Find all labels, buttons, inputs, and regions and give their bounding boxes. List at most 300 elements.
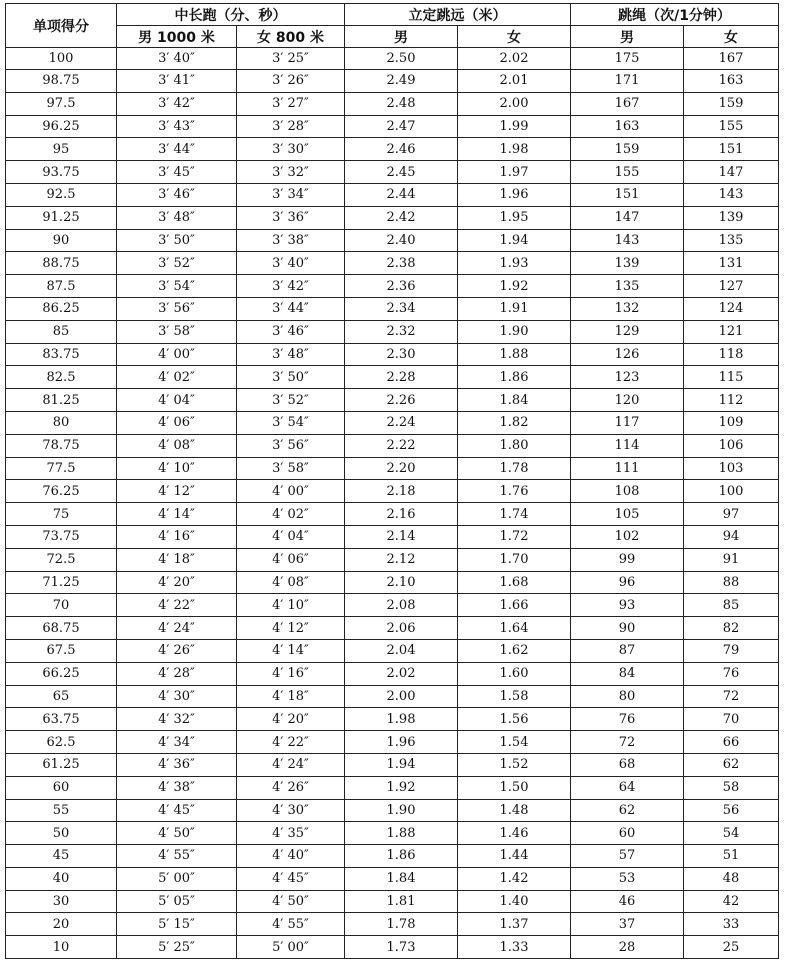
score-table [5,3,779,959]
female-jump-cell: 1.80 [458,434,571,457]
male-1000m-cell: 4′ 08″ [117,434,237,457]
score-cell: 87.5 [6,275,117,298]
female-800m-cell: 4′ 30″ [237,799,345,822]
table-row [6,890,779,913]
female-rope-cell: 97 [684,503,779,526]
male-jump-cell: 1.86 [345,845,458,868]
female-rope-cell: 48 [684,867,779,890]
female-jump-cell: 1.98 [458,138,571,161]
table-row [6,753,779,776]
male-jump-cell: 2.10 [345,571,458,594]
male-1000m-cell: 4′ 02″ [117,366,237,389]
male-rope-cell: 76 [571,708,684,731]
table-row [6,343,779,366]
score-cell: 66.25 [6,662,117,685]
male-1000m-cell: 3′ 40″ [117,48,237,70]
female-800m-cell: 4′ 18″ [237,685,345,708]
male-jump-cell: 2.49 [345,70,458,93]
score-cell: 85 [6,320,117,343]
score-cell: 67.5 [6,639,117,662]
score-cell: 76.25 [6,480,117,503]
female-rope-cell: 106 [684,434,779,457]
female-rope-cell: 94 [684,525,779,548]
male-rope-cell: 126 [571,343,684,366]
header-male-rope: 男 [571,26,684,48]
male-1000m-cell: 4′ 50″ [117,822,237,845]
female-rope-cell: 85 [684,594,779,617]
header-male-run: 男 1000 米 [117,26,237,48]
male-jump-cell: 1.98 [345,708,458,731]
female-jump-cell: 1.72 [458,525,571,548]
score-cell: 82.5 [6,366,117,389]
header-male-jump: 男 [345,26,458,48]
male-rope-cell: 147 [571,206,684,229]
male-1000m-cell: 5′ 00″ [117,867,237,890]
female-jump-cell: 1.95 [458,206,571,229]
female-800m-cell: 4′ 16″ [237,662,345,685]
score-cell: 96.25 [6,115,117,138]
female-jump-cell: 1.88 [458,343,571,366]
female-rope-cell: 109 [684,411,779,434]
male-rope-cell: 93 [571,594,684,617]
table-row [6,913,779,936]
male-rope-cell: 72 [571,731,684,754]
header-jump: 立定跳远（米） [345,4,571,26]
female-jump-cell: 1.70 [458,548,571,571]
table-row [6,594,779,617]
male-jump-cell: 2.32 [345,320,458,343]
male-1000m-cell: 4′ 38″ [117,776,237,799]
male-1000m-cell: 3′ 48″ [117,206,237,229]
male-1000m-cell: 4′ 28″ [117,662,237,685]
female-jump-cell: 1.74 [458,503,571,526]
table-row [6,275,779,298]
female-800m-cell: 3′ 44″ [237,297,345,320]
table-row [6,731,779,754]
header-female-run: 女 800 米 [237,26,345,48]
female-800m-cell: 3′ 58″ [237,457,345,480]
male-rope-cell: 129 [571,320,684,343]
score-cell: 60 [6,776,117,799]
male-1000m-cell: 4′ 06″ [117,411,237,434]
female-800m-cell: 4′ 24″ [237,753,345,776]
score-table-container [5,3,779,959]
male-jump-cell: 2.28 [345,366,458,389]
male-1000m-cell: 4′ 10″ [117,457,237,480]
header-run: 中长跑（分、秒） [117,4,345,26]
male-jump-cell: 2.24 [345,411,458,434]
female-rope-cell: 124 [684,297,779,320]
female-rope-cell: 58 [684,776,779,799]
table-row [6,92,779,115]
male-1000m-cell: 3′ 56″ [117,297,237,320]
header-rope: 跳绳（次/1分钟） [571,4,779,26]
male-1000m-cell: 4′ 24″ [117,617,237,640]
female-800m-cell: 3′ 46″ [237,320,345,343]
male-rope-cell: 64 [571,776,684,799]
score-cell: 50 [6,822,117,845]
male-rope-cell: 87 [571,639,684,662]
score-cell: 62.5 [6,731,117,754]
female-800m-cell: 3′ 40″ [237,252,345,275]
female-800m-cell: 4′ 22″ [237,731,345,754]
header-row-groups [6,4,779,26]
female-rope-cell: 131 [684,252,779,275]
male-rope-cell: 96 [571,571,684,594]
table-row [6,548,779,571]
male-rope-cell: 167 [571,92,684,115]
score-cell: 40 [6,867,117,890]
score-cell: 75 [6,503,117,526]
male-1000m-cell: 4′ 04″ [117,389,237,412]
table-row [6,115,779,138]
female-jump-cell: 1.48 [458,799,571,822]
score-cell: 98.75 [6,70,117,93]
female-800m-cell: 4′ 08″ [237,571,345,594]
table-row [6,183,779,206]
male-jump-cell: 2.18 [345,480,458,503]
female-jump-cell: 1.84 [458,389,571,412]
male-jump-cell: 1.73 [345,936,458,959]
female-jump-cell: 1.54 [458,731,571,754]
male-jump-cell: 2.34 [345,297,458,320]
female-rope-cell: 155 [684,115,779,138]
header-score: 单项得分 [6,4,117,48]
female-rope-cell: 147 [684,161,779,184]
female-rope-cell: 115 [684,366,779,389]
male-jump-cell: 2.44 [345,183,458,206]
female-jump-cell: 1.50 [458,776,571,799]
male-jump-cell: 1.84 [345,867,458,890]
female-800m-cell: 4′ 45″ [237,867,345,890]
male-jump-cell: 2.45 [345,161,458,184]
male-rope-cell: 123 [571,366,684,389]
header-row-genders [6,26,779,48]
score-cell: 86.25 [6,297,117,320]
table-row [6,617,779,640]
male-jump-cell: 1.92 [345,776,458,799]
female-jump-cell: 1.60 [458,662,571,685]
table-row [6,639,779,662]
male-rope-cell: 84 [571,662,684,685]
table-header [6,4,779,48]
male-1000m-cell: 4′ 20″ [117,571,237,594]
male-jump-cell: 1.81 [345,890,458,913]
table-row [6,525,779,548]
female-800m-cell: 3′ 32″ [237,161,345,184]
female-rope-cell: 151 [684,138,779,161]
female-rope-cell: 76 [684,662,779,685]
score-cell: 92.5 [6,183,117,206]
female-800m-cell: 3′ 42″ [237,275,345,298]
male-rope-cell: 111 [571,457,684,480]
score-cell: 55 [6,799,117,822]
table-row [6,411,779,434]
male-1000m-cell: 4′ 36″ [117,753,237,776]
female-jump-cell: 1.97 [458,161,571,184]
table-row [6,685,779,708]
male-rope-cell: 37 [571,913,684,936]
male-rope-cell: 57 [571,845,684,868]
female-jump-cell: 1.93 [458,252,571,275]
score-cell: 10 [6,936,117,959]
female-jump-cell: 1.46 [458,822,571,845]
score-cell: 63.75 [6,708,117,731]
male-jump-cell: 2.08 [345,594,458,617]
female-800m-cell: 3′ 48″ [237,343,345,366]
female-jump-cell: 1.91 [458,297,571,320]
female-jump-cell: 1.99 [458,115,571,138]
female-rope-cell: 139 [684,206,779,229]
male-jump-cell: 2.12 [345,548,458,571]
score-cell: 61.25 [6,753,117,776]
male-1000m-cell: 4′ 12″ [117,480,237,503]
table-row [6,480,779,503]
male-1000m-cell: 3′ 42″ [117,92,237,115]
score-cell: 73.75 [6,525,117,548]
score-cell: 45 [6,845,117,868]
male-rope-cell: 99 [571,548,684,571]
female-jump-cell: 1.94 [458,229,571,252]
female-jump-cell: 1.66 [458,594,571,617]
male-jump-cell: 2.14 [345,525,458,548]
female-jump-cell: 1.82 [458,411,571,434]
female-jump-cell: 1.42 [458,867,571,890]
male-jump-cell: 2.46 [345,138,458,161]
female-jump-cell: 1.52 [458,753,571,776]
male-rope-cell: 143 [571,229,684,252]
male-1000m-cell: 5′ 25″ [117,936,237,959]
female-jump-cell: 1.86 [458,366,571,389]
table-row [6,70,779,93]
score-cell: 72.5 [6,548,117,571]
score-cell: 97.5 [6,92,117,115]
table-row [6,503,779,526]
male-1000m-cell: 4′ 22″ [117,594,237,617]
female-800m-cell: 3′ 52″ [237,389,345,412]
male-jump-cell: 2.36 [345,275,458,298]
score-cell: 78.75 [6,434,117,457]
score-cell: 100 [6,48,117,70]
female-800m-cell: 3′ 54″ [237,411,345,434]
female-rope-cell: 167 [684,48,779,70]
female-jump-cell: 1.78 [458,457,571,480]
female-800m-cell: 3′ 30″ [237,138,345,161]
male-rope-cell: 159 [571,138,684,161]
male-1000m-cell: 5′ 05″ [117,890,237,913]
male-rope-cell: 120 [571,389,684,412]
male-rope-cell: 62 [571,799,684,822]
male-rope-cell: 175 [571,48,684,70]
score-cell: 20 [6,913,117,936]
female-rope-cell: 79 [684,639,779,662]
female-800m-cell: 3′ 56″ [237,434,345,457]
male-1000m-cell: 4′ 34″ [117,731,237,754]
female-rope-cell: 103 [684,457,779,480]
female-rope-cell: 54 [684,822,779,845]
score-cell: 91.25 [6,206,117,229]
female-800m-cell: 4′ 50″ [237,890,345,913]
female-rope-cell: 121 [684,320,779,343]
score-cell: 70 [6,594,117,617]
female-rope-cell: 62 [684,753,779,776]
male-rope-cell: 163 [571,115,684,138]
male-jump-cell: 1.96 [345,731,458,754]
table-row [6,366,779,389]
male-1000m-cell: 4′ 30″ [117,685,237,708]
male-rope-cell: 151 [571,183,684,206]
male-1000m-cell: 3′ 46″ [117,183,237,206]
female-800m-cell: 4′ 14″ [237,639,345,662]
female-800m-cell: 4′ 00″ [237,480,345,503]
female-800m-cell: 5′ 00″ [237,936,345,959]
male-rope-cell: 117 [571,411,684,434]
table-row [6,138,779,161]
score-cell: 68.75 [6,617,117,640]
female-rope-cell: 100 [684,480,779,503]
male-1000m-cell: 4′ 14″ [117,503,237,526]
male-1000m-cell: 4′ 32″ [117,708,237,731]
female-800m-cell: 3′ 50″ [237,366,345,389]
male-jump-cell: 2.40 [345,229,458,252]
female-rope-cell: 25 [684,936,779,959]
table-row [6,252,779,275]
male-jump-cell: 2.30 [345,343,458,366]
header-female-rope: 女 [684,26,779,48]
female-rope-cell: 159 [684,92,779,115]
male-rope-cell: 60 [571,822,684,845]
female-rope-cell: 70 [684,708,779,731]
table-row [6,662,779,685]
table-row [6,457,779,480]
female-rope-cell: 112 [684,389,779,412]
score-cell: 93.75 [6,161,117,184]
female-800m-cell: 4′ 12″ [237,617,345,640]
male-1000m-cell: 3′ 54″ [117,275,237,298]
header-female-jump: 女 [458,26,571,48]
table-row [6,799,779,822]
male-1000m-cell: 3′ 50″ [117,229,237,252]
male-1000m-cell: 4′ 26″ [117,639,237,662]
male-rope-cell: 102 [571,525,684,548]
female-jump-cell: 1.92 [458,275,571,298]
female-800m-cell: 4′ 40″ [237,845,345,868]
table-row [6,206,779,229]
female-jump-cell: 1.90 [458,320,571,343]
score-cell: 71.25 [6,571,117,594]
female-rope-cell: 127 [684,275,779,298]
male-jump-cell: 2.42 [345,206,458,229]
male-jump-cell: 1.88 [345,822,458,845]
score-cell: 65 [6,685,117,708]
score-cell: 90 [6,229,117,252]
female-800m-cell: 4′ 04″ [237,525,345,548]
male-1000m-cell: 3′ 52″ [117,252,237,275]
table-row [6,708,779,731]
score-cell: 95 [6,138,117,161]
female-jump-cell: 2.02 [458,48,571,70]
male-1000m-cell: 5′ 15″ [117,913,237,936]
female-rope-cell: 143 [684,183,779,206]
male-jump-cell: 2.22 [345,434,458,457]
female-800m-cell: 4′ 55″ [237,913,345,936]
male-1000m-cell: 4′ 55″ [117,845,237,868]
table-body [6,48,779,959]
female-jump-cell: 1.64 [458,617,571,640]
male-jump-cell: 2.06 [345,617,458,640]
table-row [6,776,779,799]
table-row [6,229,779,252]
table-row [6,320,779,343]
score-cell: 88.75 [6,252,117,275]
male-1000m-cell: 3′ 44″ [117,138,237,161]
female-rope-cell: 72 [684,685,779,708]
table-row [6,867,779,890]
male-rope-cell: 114 [571,434,684,457]
female-rope-cell: 51 [684,845,779,868]
female-800m-cell: 4′ 35″ [237,822,345,845]
male-rope-cell: 105 [571,503,684,526]
female-800m-cell: 4′ 26″ [237,776,345,799]
female-800m-cell: 3′ 36″ [237,206,345,229]
female-rope-cell: 56 [684,799,779,822]
male-1000m-cell: 4′ 18″ [117,548,237,571]
male-jump-cell: 1.78 [345,913,458,936]
table-row [6,389,779,412]
female-800m-cell: 3′ 28″ [237,115,345,138]
table-row [6,571,779,594]
male-jump-cell: 2.47 [345,115,458,138]
male-rope-cell: 80 [571,685,684,708]
female-rope-cell: 135 [684,229,779,252]
table-row [6,936,779,959]
female-800m-cell: 3′ 38″ [237,229,345,252]
male-rope-cell: 28 [571,936,684,959]
table-row [6,822,779,845]
female-rope-cell: 91 [684,548,779,571]
female-800m-cell: 3′ 25″ [237,48,345,70]
score-cell: 83.75 [6,343,117,366]
table-row [6,845,779,868]
female-800m-cell: 3′ 27″ [237,92,345,115]
male-1000m-cell: 4′ 45″ [117,799,237,822]
female-jump-cell: 1.96 [458,183,571,206]
male-rope-cell: 132 [571,297,684,320]
female-rope-cell: 82 [684,617,779,640]
female-rope-cell: 88 [684,571,779,594]
female-jump-cell: 1.37 [458,913,571,936]
male-1000m-cell: 3′ 45″ [117,161,237,184]
male-jump-cell: 2.20 [345,457,458,480]
score-cell: 77.5 [6,457,117,480]
male-jump-cell: 2.38 [345,252,458,275]
table-row [6,297,779,320]
table-row [6,434,779,457]
female-jump-cell: 1.58 [458,685,571,708]
female-jump-cell: 1.44 [458,845,571,868]
female-rope-cell: 42 [684,890,779,913]
male-rope-cell: 139 [571,252,684,275]
male-jump-cell: 2.50 [345,48,458,70]
female-jump-cell: 1.76 [458,480,571,503]
male-rope-cell: 46 [571,890,684,913]
male-jump-cell: 2.04 [345,639,458,662]
female-800m-cell: 3′ 26″ [237,70,345,93]
female-800m-cell: 4′ 10″ [237,594,345,617]
male-rope-cell: 135 [571,275,684,298]
male-1000m-cell: 3′ 58″ [117,320,237,343]
female-jump-cell: 1.40 [458,890,571,913]
